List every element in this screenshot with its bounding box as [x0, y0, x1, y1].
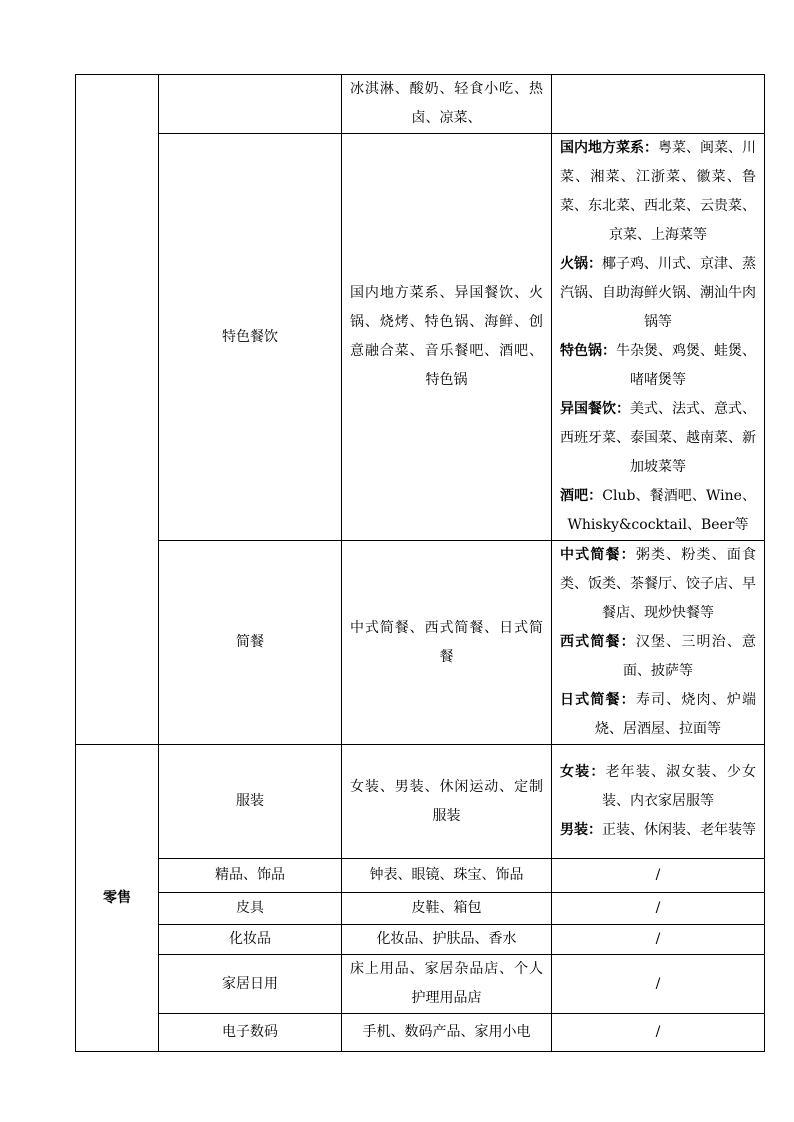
details-cell: /: [552, 925, 765, 955]
details-cell: [552, 75, 765, 134]
table-row: [76, 955, 765, 1014]
description-cell: [342, 955, 552, 1014]
description-cell: 钟表、眼镜、珠宝、饰品: [342, 859, 552, 893]
detail-entry: [560, 250, 756, 337]
description-text: 床上用品、家居杂品店、个人护理用品店: [350, 961, 543, 1006]
table-row: [76, 134, 765, 541]
detail-entry: [560, 395, 756, 482]
description-text: 国内地方菜系、异国餐饮、火锅、烧烤、特色锅、海鲜、创意融合菜、音乐餐吧、酒吧、特色锅: [350, 285, 543, 388]
description-cell: [342, 75, 552, 134]
description-text: 中式简餐、西式简餐、日式简餐: [350, 619, 543, 665]
detail-label: 火锅：: [560, 256, 602, 272]
description-cell: [342, 745, 552, 859]
detail-entry: [560, 337, 756, 395]
detail-text: 美式、法式、意式、西班牙菜、泰国菜、越南菜、新加坡菜等: [560, 401, 756, 475]
description-cell: 手机、数码产品、家用小电: [342, 1014, 552, 1052]
table-row: [76, 541, 765, 745]
subcategory-cell: [159, 75, 342, 134]
detail-label: 特色锅：: [560, 343, 616, 359]
detail-entry: [560, 758, 756, 816]
details-cell: [552, 134, 765, 541]
table-row: [76, 1014, 765, 1052]
detail-text: 牛杂煲、鸡煲、蛙煲、啫啫煲等: [616, 343, 756, 388]
detail-text: 寿司、烧肉、炉端烧、居酒屋、拉面等: [595, 692, 757, 737]
detail-label: 男装：: [560, 822, 602, 838]
detail-text: 老年装、淑女装、少女装、内衣家居服等: [602, 764, 756, 809]
table-row: [76, 925, 765, 955]
details-cell: /: [552, 955, 765, 1014]
subcategory-cell: 皮具: [159, 893, 342, 925]
details-cell: /: [552, 1014, 765, 1052]
subcategory-cell: 家居日用: [159, 955, 342, 1014]
detail-text: 椰子鸡、川式、京津、蒸汽锅、自助海鲜火锅、潮汕牛肉锅等: [560, 256, 756, 330]
detail-label: 异国餐饮：: [560, 401, 630, 417]
detail-text: Club、餐酒吧、Wine、Whisky&cocktail、Beer等: [567, 488, 757, 533]
table-row: [76, 893, 765, 925]
category-cell-empty: [76, 75, 159, 745]
description-text: 冰淇淋、酸奶、轻食小吃、热卤、凉菜、: [350, 81, 543, 126]
subcategory-cell: 电子数码: [159, 1014, 342, 1052]
category-cell: 零售: [76, 745, 159, 1052]
detail-label: 西式简餐：: [560, 634, 636, 650]
description-cell: 皮鞋、箱包: [342, 893, 552, 925]
subcategory-cell: 简餐: [159, 541, 342, 745]
description-text: 女装、男装、休闲运动、定制服装: [350, 778, 543, 824]
detail-text: 粥类、粉类、面食类、饭类、茶餐厅、饺子店、早餐店、现炒快餐等: [560, 547, 757, 621]
detail-entry: [560, 134, 756, 250]
description-cell: [342, 134, 552, 541]
subcategory-cell: 特色餐饮: [159, 134, 342, 541]
detail-entry: [560, 628, 756, 686]
table-row: [76, 745, 765, 859]
detail-label: 中式简餐：: [560, 547, 636, 563]
detail-entry: [560, 686, 756, 744]
table-row: [76, 859, 765, 893]
detail-label: 国内地方菜系：: [560, 140, 658, 156]
category-table: [75, 74, 765, 1052]
detail-label: 女装：: [560, 764, 606, 780]
subcategory-cell: 精品、饰品: [159, 859, 342, 893]
detail-entry: [560, 541, 756, 628]
detail-label: 日式简餐：: [560, 692, 636, 708]
table-row: [76, 75, 765, 134]
detail-label: 酒吧：: [560, 488, 603, 504]
details-cell: /: [552, 859, 765, 893]
description-cell: 化妆品、护肤品、香水: [342, 925, 552, 955]
details-cell: [552, 541, 765, 745]
description-cell: [342, 541, 552, 745]
detail-entry: [560, 816, 756, 845]
subcategory-cell: 化妆品: [159, 925, 342, 955]
detail-text: 粤菜、闽菜、川菜、湘菜、江浙菜、徽菜、鲁菜、东北菜、西北菜、云贵菜、京菜、上海菜等: [560, 140, 756, 243]
details-cell: [552, 745, 765, 859]
detail-text: 汉堡、三明治、意面、披萨等: [623, 634, 757, 679]
detail-text: 正装、休闲装、老年装等: [602, 822, 756, 838]
detail-entry: [560, 482, 756, 540]
details-cell: /: [552, 893, 765, 925]
subcategory-cell: 服装: [159, 745, 342, 859]
